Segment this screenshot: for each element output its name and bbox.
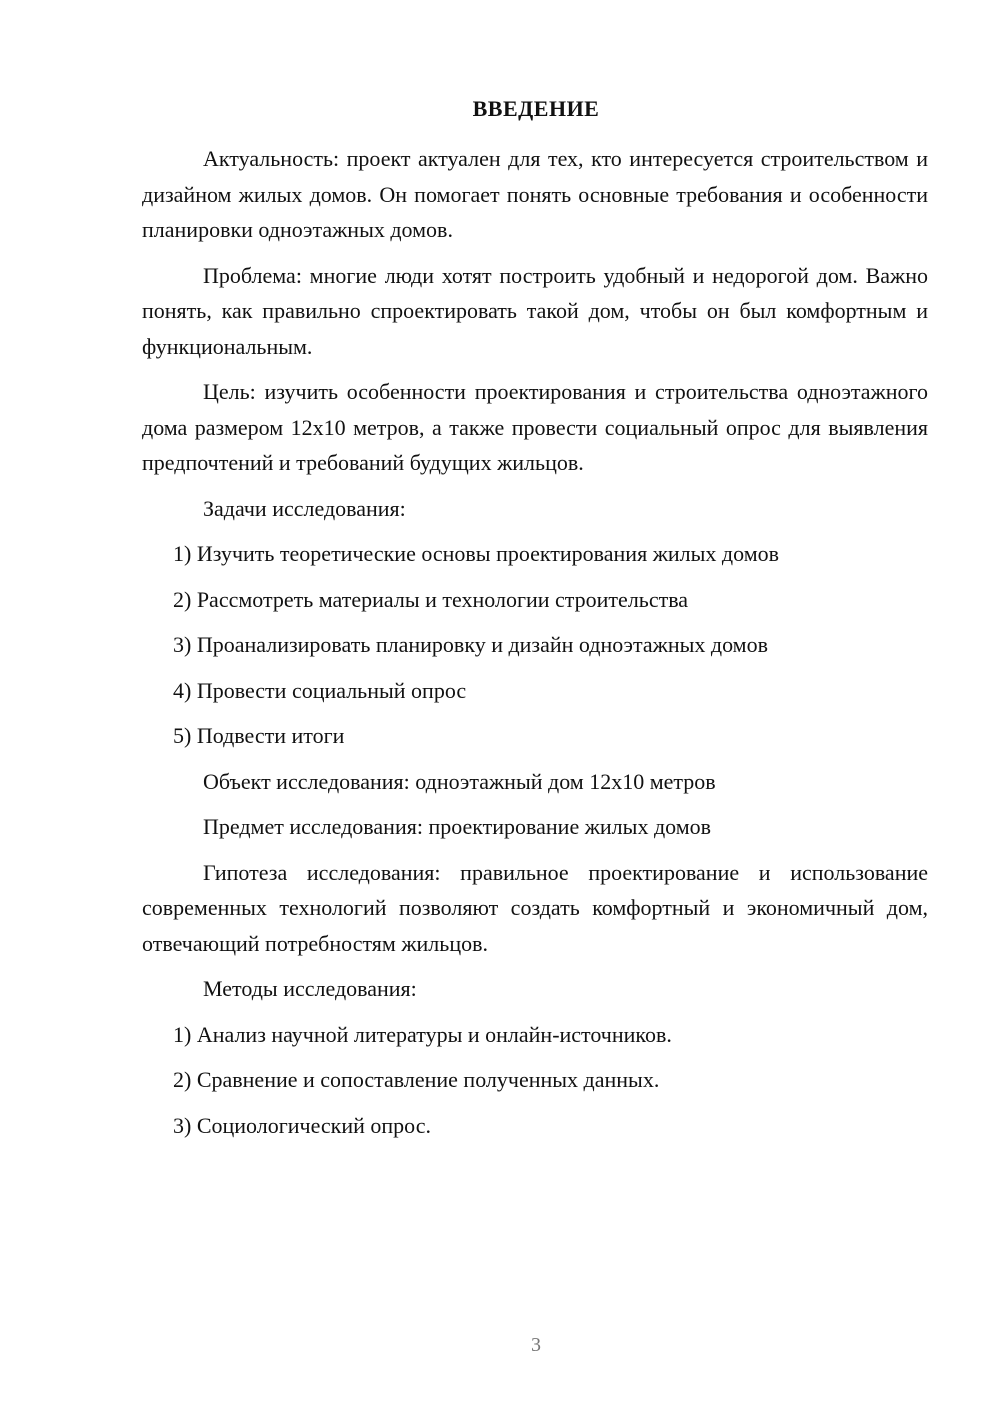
list-item-task-5: 5) Подвести итоги [173,723,345,748]
page-number: 3 [531,1334,541,1356]
paragraph-object: Объект исследования: одноэтажный дом 12х10 метров [203,768,716,794]
document-body [142,141,928,1153]
paragraph-hypothesis: Гипотеза исследования: правильное проектирование и использование современных технологий позволяют создать комфортный и экономичный дом, отвечающий потребностям жильцов. [142,859,928,956]
tasks-list [142,536,928,754]
paragraph-subject: Предмет исследования: проектирование жилых домов [203,814,712,839]
list-item-task-3: 3) Проанализировать планировку и дизайн одноэтажных домов [173,632,768,657]
paragraph-relevance: Актуальность: проект актуален для тех, кто интересуется строительством и дизайном жилых домов. Он помогает понять основные требования и особенности планировки одноэтажных домов. [142,146,928,242]
list-item-task-4: 4) Провести социальный опрос [173,677,467,703]
list-item-task-2: 2) Рассмотреть материалы и технологии строительства [173,586,689,612]
list-item-method-1: 1) Анализ научной литературы и онлайн-источников. [173,1021,672,1047]
list-item-task-1: 1) Изучить теоретические основы проектирования жилых домов [173,541,780,566]
list-item-method-3: 3) Социологический опрос. [173,1112,431,1138]
page-title: ВВЕДЕНИЕ [472,96,600,121]
methods-list [142,1017,928,1144]
list-item-method-2: 2) Сравнение и сопоставление полученных данных. [173,1067,660,1092]
tasks-heading: Задачи исследования: [203,495,406,521]
paragraph-goal: Цель: изучить особенности проектирования и строительства одноэтажного дома размером 12х10 метров, а также провести социальный опрос для выявления предпочтений и требований будущих жильцов. [142,379,928,475]
methods-heading: Методы исследования: [203,976,417,1001]
paragraph-problem: Проблема: многие люди хотят построить удобный и недорогой дом. Важно понять, как правильно спроектировать такой дом, чтобы он был комфортным и функциональным. [142,262,928,359]
